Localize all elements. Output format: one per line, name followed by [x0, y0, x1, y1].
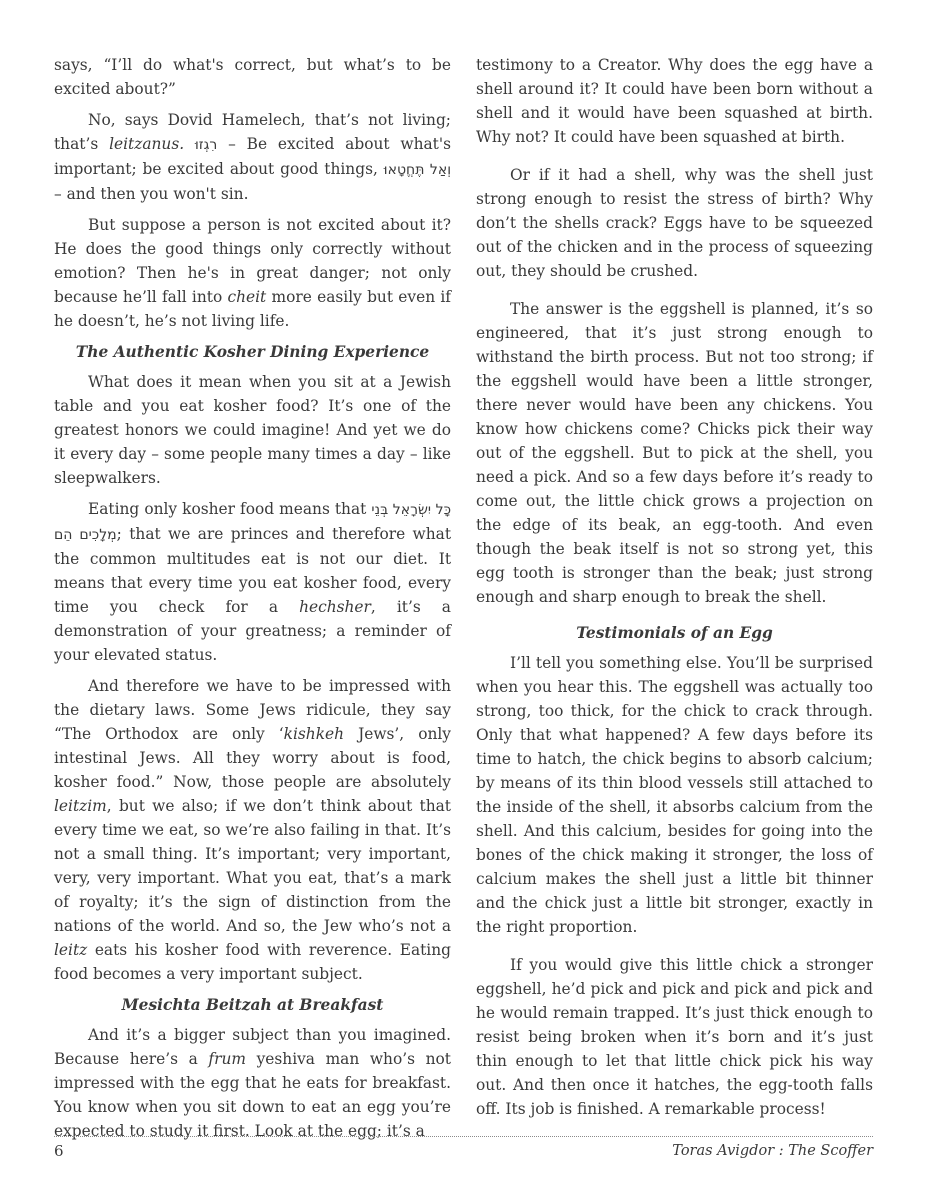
paragraph: Eating only kosher food means that כָּל יִשְׂרָאֵל בְּנֵי מְלָכִים הֵם; that we are princes and therefore what the common multitudes eat is not our diet. It means that every time you eat kosher food, every time you check for a hechsher, it’s a demonstration of your greatness; a reminder of your elevated status.	[54, 500, 452, 664]
paragraph: And it’s a bigger subject than you imagined. Because here’s a frum yeshiva man who’s not impressed with the egg that he eats for breakfast. You know when you sit down to eat an egg you’re expected to study it first. Look at the egg; it’s a	[54, 1026, 451, 1140]
paragraph: But suppose a person is not excited about it? He does the good things only correctly without emotion? Then he's in great danger; not only because he’ll fall into cheit more easily but even if he doesn’t, he’s not living life.	[54, 216, 451, 330]
section-heading: Mesichta Beitzah at Breakfast	[121, 996, 384, 1014]
paragraph: Or if it had a shell, why was the shell just strong enough to resist the stress of birth? Why don’t the shells crack? Eggs have to be squeezed out of the chicken and in the process of squeezing out, they should be crushed.	[476, 166, 873, 280]
section-heading: Testimonials of an Egg	[576, 624, 773, 642]
paragraph: If you would give this little chick a stronger eggshell, he’d pick and pick and pick and pick and he would remain trapped. It’s just thick enough to resist being broken when it’s born and it’s just thin enough to let that little chick pick his way out. And then once it hatches, the egg-tooth falls off. Its job is finished. A remarkable process!	[476, 956, 873, 1118]
paragraph: I’ll tell you something else. You’ll be surprised when you hear this. The eggshell was actually too strong, too thick, for the chick to crack through. Only that what happened? A few days before its time to hatch, the chick begins to absorb calcium; by means of its thin blood vessels still attached to the inside of the shell, it absorbs calcium from the shell. And this calcium, besides for going into the bones of the chick making it stronger, the loss of calcium makes the shell just a little bit thinner and the chick just a little bit stronger, exactly in the right proportion.	[476, 654, 873, 936]
paragraph: No, says Dovid Hamelech, that’s not living; that’s leitzanus. רִגְזוּ – Be excited about what's important; be excited about good things, וְאַל תֶּחֱטָאוּ – and then you won't sin.	[54, 111, 452, 203]
left-column	[54, 53, 451, 1150]
paragraph: testimony to a Creator. Why does the egg have a shell around it? It could have been born without a shell and it would have been squashed at birth. Why not? It could have been squashed at birth.	[476, 56, 873, 146]
section-heading: The Authentic Kosher Dining Experience	[75, 343, 430, 361]
footer-divider	[54, 1136, 873, 1137]
paragraph: The answer is the eggshell is planned, it’s so engineered, that it’s just strong enough to withstand the birth process. But not too strong; if the eggshell would have been a little stronger, there never would have been any chickens. You know how chickens come? Chicks pick their way out of the eggshell. But to pick at the shell, you need a pick. And so a few days before it’s ready to come out, the little chick grows a projection on the edge of its beak, an egg-tooth. And even though the beak itself is not so strong yet, this egg tooth is stronger than the beak; just strong enough and sharp enough to break the shell.	[476, 300, 873, 606]
paragraph: And therefore we have to be impressed with the dietary laws. Some Jews ridicule, they say “The Orthodox are only ‘kishkeh Jews’, only intestinal Jews. All they worry about is food, kosher food.” Now, those people are absolutely leitzim, but we also; if we don’t think about that every time we eat, so we’re also failing in that. It’s not a small thing. It’s important; very important, very, very important. What you eat, that’s a mark of royalty; it’s the sign of distinction from the nations of the world. And so, the Jew who’s not a leitz eats his kosher food with reverence. Eating food becomes a very important subject.	[54, 677, 452, 983]
running-footer-title: Toras Avigdor : The Scoffer	[672, 1143, 873, 1159]
right-column	[476, 53, 873, 1128]
paragraph: says, “I’ll do what's correct, but what’s to be excited about?”	[54, 56, 451, 98]
page-number: 6	[54, 1142, 64, 1160]
paragraph: What does it mean when you sit at a Jewish table and you eat kosher food? It’s one of the greatest honors we could imagine! And yet we do it every day – some people many times a day – like sleepwalkers.	[54, 373, 451, 487]
